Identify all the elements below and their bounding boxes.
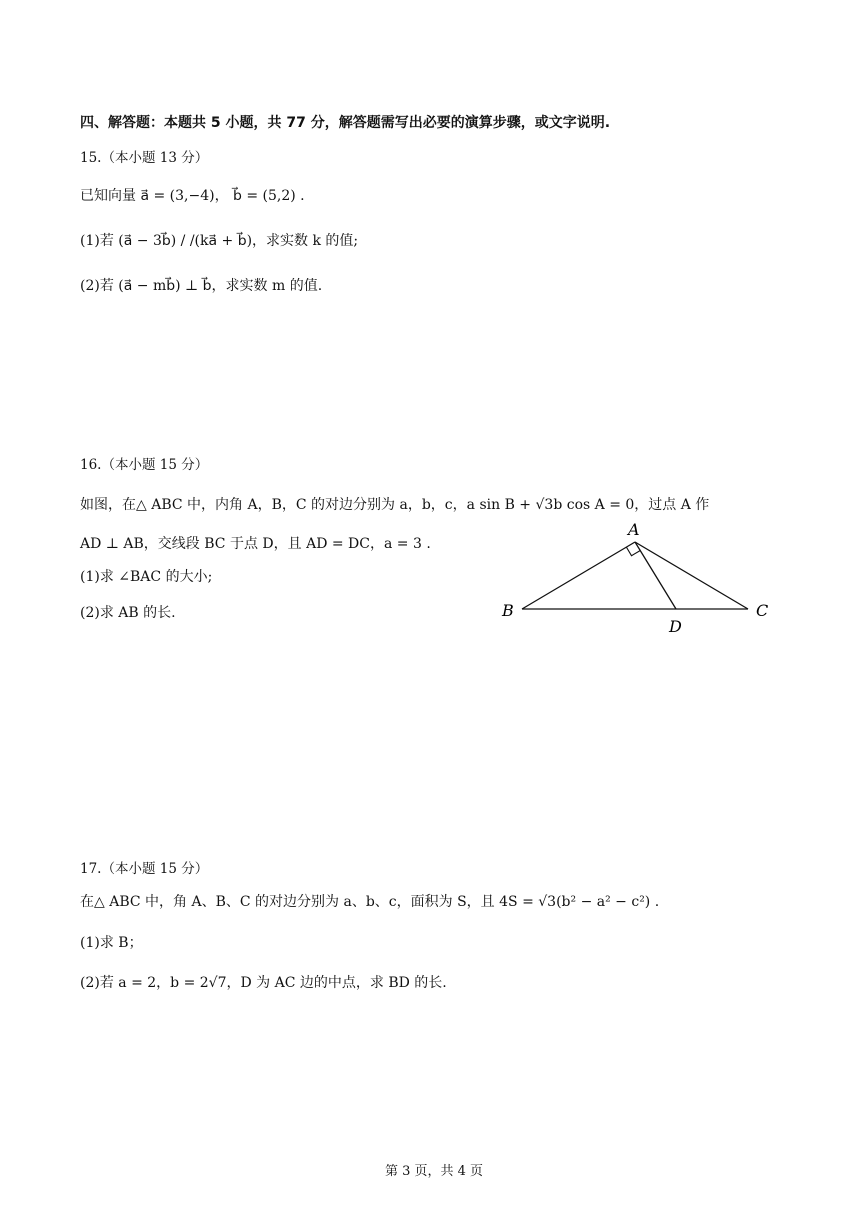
q15-stem: 已知向量 a⃗ = (3,−4)， b⃗ = (5,2) . xyxy=(80,188,305,204)
q17-stem: 在△ ABC 中，角 A、B、C 的对边分别为 a、b、c，面积为 S，且 4S = √3(b² − a² − c²) . xyxy=(80,894,660,910)
page-footer: 第 3 页，共 4 页 xyxy=(384,1164,484,1179)
q15-part2: (2)若 (a⃗ − mb⃗) ⊥ b⃗，求实数 m 的值. xyxy=(80,278,323,294)
segment-ad xyxy=(635,542,676,609)
right-angle-mark xyxy=(626,547,640,556)
q15-header: 15.（本小题 13 分） xyxy=(80,150,209,166)
q17-part1: (1)求 B； xyxy=(80,935,143,951)
q15-part1: (1)若 (a⃗ − 3b⃗) / /(ka⃗ + b⃗)，求实数 k 的值; xyxy=(80,233,359,249)
q17-header: 17.（本小题 15 分） xyxy=(80,861,209,877)
side-ac xyxy=(635,542,748,609)
q16-stem-line1: 如图，在△ ABC 中，内角 A，B，C 的对边分别为 a，b，c，a sin B + √3b cos A = 0，过点 A 作 xyxy=(80,497,710,513)
label-d: D xyxy=(669,617,682,636)
section-heading: 四、解答题：本题共 5 小题，共 77 分，解答题需写出必要的演算步骤，或文字说明. xyxy=(80,115,611,131)
q16-stem-line2: AD ⊥ AB，交线段 BC 于点 D，且 AD = DC，a = 3 . xyxy=(80,536,431,552)
q16-part1: (1)求 ∠BAC 的大小; xyxy=(80,569,213,585)
q17-part2: (2)若 a = 2，b = 2√7，D 为 AC 边的中点，求 BD 的长. xyxy=(80,975,447,991)
side-ab xyxy=(522,542,635,609)
triangle-figure xyxy=(495,515,785,640)
q16-header: 16.（本小题 15 分） xyxy=(80,457,209,473)
q16-part2: (2)求 AB 的长. xyxy=(80,605,176,621)
label-a: A xyxy=(628,520,640,539)
label-c: C xyxy=(756,601,769,620)
label-b: B xyxy=(502,601,514,620)
